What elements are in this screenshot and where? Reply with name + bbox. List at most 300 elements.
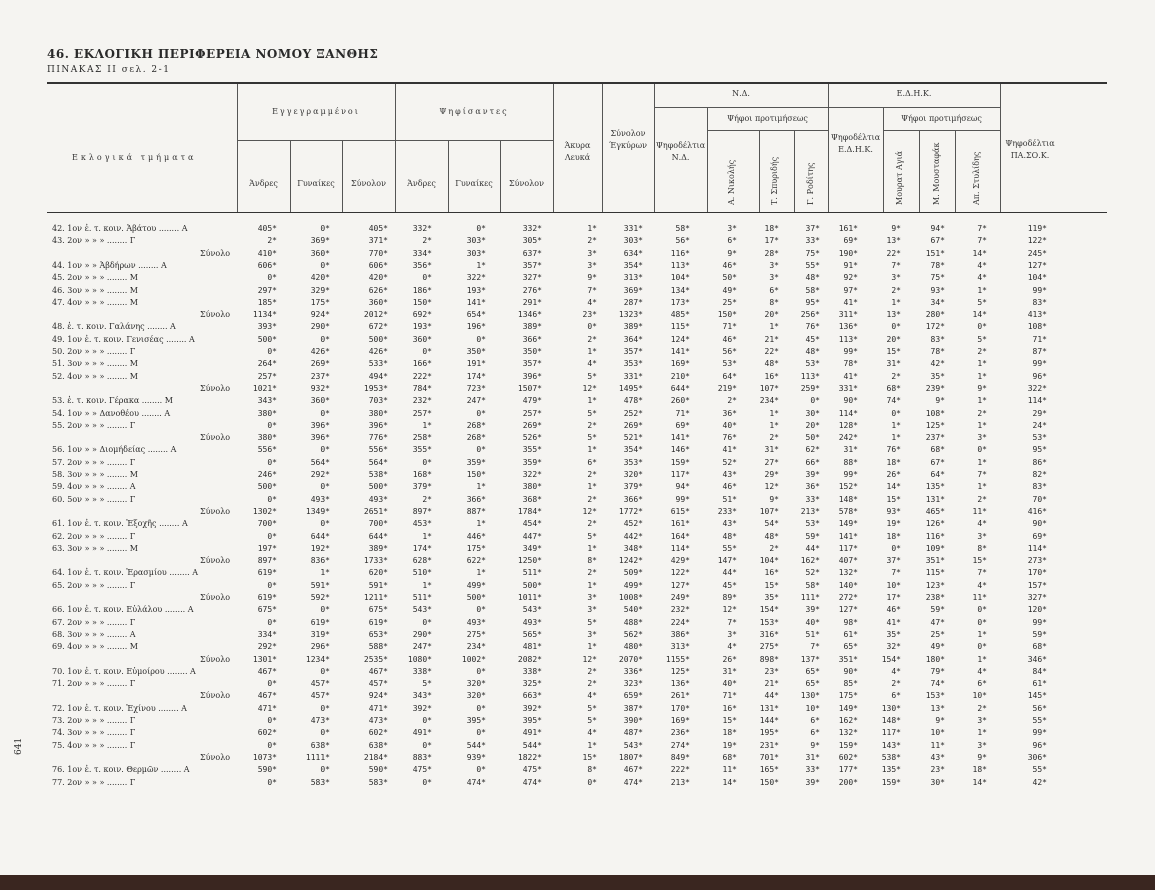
table-cell: 65* [805,679,820,689]
table-cell: 4* [587,728,597,738]
table-cell: 0* [320,445,330,455]
table-cell: 416* [1027,506,1047,516]
table-cell: 1002* [461,654,486,664]
table-cell: 2* [587,470,597,479]
table-cell: 16* [722,703,737,713]
table-cell: 153* [759,617,779,627]
table-cell: 237* [310,371,330,381]
table-cell: 2082* [517,654,542,664]
table-cell: 457* [310,679,330,689]
table-cell: 35* [764,593,779,602]
table-row [0,309,1155,320]
table-cell: 8* [587,556,597,566]
table-cell: 0* [267,494,277,504]
table-cell: 0* [422,740,432,750]
table-cell: 68* [722,752,737,762]
table-cell: 3* [769,273,779,283]
table-cell: 3* [727,629,737,639]
table-cell: 331* [623,224,643,233]
table-cell: 583* [368,777,388,787]
table-cell: 2* [587,420,597,430]
table-cell: 68* [930,445,945,455]
table-cell: 132* [838,568,858,578]
table-cell: 1* [977,420,987,430]
table-cell: 9* [891,224,901,233]
table-cell: 257* [412,408,432,418]
table-cell: 499* [466,580,486,590]
table-cell: 31* [764,445,779,455]
table-cell: 3* [977,740,987,750]
table-cell: 606* [257,260,277,270]
table-cell: 338* [412,666,432,676]
table-cell: 99* [843,347,858,356]
table-cell: 30* [805,408,820,418]
table-cell: 115* [925,568,945,578]
table-row [0,383,1155,394]
table-cell: 500* [466,593,486,602]
table-cell: 2* [587,679,597,689]
table-cell: 51* [805,629,820,639]
table-cell: 353* [623,457,643,467]
table-cell: 292* [310,470,330,479]
table-cell: 319* [310,629,330,639]
table-cell: 219* [717,383,737,393]
table-cell: 1302* [252,506,277,516]
table-cell: 784* [412,383,432,393]
table-cell: 12* [582,654,597,664]
table-cell: 94* [675,482,690,492]
table-cell: 331* [623,371,643,381]
table-cell: 83* [930,334,945,344]
table-cell: 2* [769,433,779,443]
table-cell: 0* [977,322,987,332]
table-cell: 135* [925,482,945,492]
row-label: 77. 2ον » » » ........ Γ [52,777,136,787]
table-cell: 475* [412,765,432,775]
table-cell: 0* [422,347,432,356]
table-cell: 268* [466,420,486,430]
table-cell: 0* [320,765,330,775]
table-cell: 701* [759,752,779,762]
table-cell: 75* [805,248,820,258]
table-row [0,334,1155,345]
table-cell: 392* [412,703,432,713]
table-cell: 1* [587,396,597,406]
table-cell: 141* [838,531,858,541]
table-cell: 4* [977,273,987,283]
header-divider [759,130,760,212]
table-cell: 313* [670,642,690,652]
header-women: Γυναίκες [455,179,493,188]
row-label: 46. 3ον » » » ........ Μ [52,285,138,295]
table-cell: 578* [838,506,858,516]
table-cell: 39* [805,470,820,479]
table-cell: 78* [843,359,858,369]
table-cell: 170* [670,703,690,713]
table-cell: 429* [670,556,690,566]
table-cell: 556* [368,445,388,455]
table-cell: 356* [412,260,432,270]
table-cell: 898* [759,654,779,664]
table-row [0,432,1155,443]
table-cell: 31* [722,666,737,676]
table-cell: 196* [466,322,486,332]
table-cell: 533* [368,359,388,369]
table-cell: 396* [368,420,388,430]
table-row [0,531,1155,542]
table-cell: 98* [843,617,858,627]
table-cell: 130* [881,703,901,713]
table-cell: 71* [1032,334,1047,344]
table-cell: 1323* [618,310,643,320]
table-cell: 39* [805,777,820,787]
page-title: 46. ΕΚΛΟΓΙΚΗ ΠΕΡΙΦΕΡΕΙΑ ΝΟΜΟΥ ΞΑΝΘΗΣ [47,47,379,61]
table-cell: 420* [368,273,388,283]
table-cell: 1008* [618,593,643,602]
table-cell: 247* [466,396,486,406]
table-cell: 457* [368,679,388,689]
header-section: Εκλογικά τμήματα [72,153,197,162]
table-cell: 96* [1032,740,1047,750]
table-row [0,272,1155,283]
table-cell: 320* [466,691,486,701]
table-cell: 360* [310,396,330,406]
table-cell: 355* [412,445,432,455]
table-cell: 1* [977,371,987,381]
table-cell: 366* [466,494,486,504]
table-cell: 0* [267,617,277,627]
table-cell: 590* [368,765,388,775]
table-cell: 8* [769,297,779,307]
table-cell: 90* [1032,519,1047,529]
table-cell: 55* [805,260,820,270]
header-divider-h [883,130,1000,131]
table-cell: 591* [368,580,388,590]
table-cell: 14* [722,777,737,787]
table-cell: 16* [764,371,779,381]
header-voted: Ψηφίσαντες [439,107,509,116]
table-cell: 25* [722,297,737,307]
table-cell: 52* [805,568,820,578]
row-label: 54. 1ον » » Δανοθέου ........ Α [52,408,171,418]
table-cell: 44* [805,543,820,553]
table-cell: 256* [800,310,820,320]
table-cell: 1* [977,359,987,369]
table-cell: 5* [587,371,597,381]
table-cell: 290* [412,629,432,639]
table-cell: 56* [1032,703,1047,713]
table-cell: 113* [800,371,820,381]
table-cell: 89* [722,593,737,602]
table-cell: 50* [805,433,820,443]
table-cell: 259* [800,383,820,393]
table-cell: 19* [886,519,901,529]
table-cell: 619* [368,617,388,627]
table-cell: 473* [310,716,330,725]
table-cell: 2* [891,371,901,381]
table-cell: 357* [522,260,542,270]
table-cell: 31* [886,359,901,369]
table-row [0,715,1155,726]
table-cell: 159* [881,777,901,787]
table-cell: 1953* [363,383,388,393]
table-cell: 0* [267,679,277,689]
table-cell: 620* [368,568,388,578]
table-cell: 296* [310,642,330,652]
table-cell: 485* [670,310,690,320]
table-row [0,617,1155,628]
table-cell: 1* [977,654,987,664]
row-label: Σύνολο [200,248,231,258]
table-cell: 257* [257,371,277,381]
table-cell: 538* [368,470,388,479]
table-cell: 56* [722,347,737,356]
table-cell: 353* [623,359,643,369]
table-cell: 210* [670,371,690,381]
table-cell: 619* [257,593,277,602]
table-cell: 389* [522,322,542,332]
table-cell: 354* [623,445,643,455]
row-label: 57. 2ον » » » ........ Γ [52,457,136,467]
table-row [0,629,1155,640]
table-cell: 389* [368,543,388,553]
table-cell: 10* [805,703,820,713]
table-cell: 305* [522,236,542,246]
table-cell: 46* [722,482,737,492]
table-cell: 564* [310,457,330,467]
table-cell: 117* [881,728,901,738]
header-candidate: Α. Νικολής [727,159,736,205]
table-cell: 276* [522,285,542,295]
table-cell: 9* [810,740,820,750]
table-cell: 924* [368,691,388,701]
row-label: 67. 2ον » » » ........ Γ [52,617,136,627]
table-cell: 10* [972,691,987,701]
table-cell: 0* [422,457,432,467]
table-cell: 99* [675,494,690,504]
table-cell: 887* [466,506,486,516]
table-cell: 7* [727,617,737,627]
table-cell: 18* [886,531,901,541]
table-cell: 0* [476,666,486,676]
table-cell: 51* [722,494,737,504]
table-cell: 343* [257,396,277,406]
table-cell: 8* [587,765,597,775]
header-candidate: Μ. Μουσταφάκ [932,142,941,205]
table-cell: 659* [623,691,643,701]
table-cell: 354* [623,260,643,270]
table-cell: 1* [891,420,901,430]
row-label: Σύνολο [200,556,231,566]
row-label: 65. 2ον » » » ........ Γ [52,580,136,590]
header-candidate: Απ. Στυλίδης [972,151,981,205]
table-cell: 0* [476,408,486,418]
table-cell: 0* [320,666,330,676]
table-cell: 11* [930,740,945,750]
table-cell: 78* [930,347,945,356]
table-cell: 619* [310,617,330,627]
table-cell: 592* [310,593,330,602]
table-cell: 364* [623,334,643,344]
table-cell: 346* [1027,654,1047,664]
table-cell: 136* [838,322,858,332]
table-cell: 170* [1027,568,1047,578]
table-cell: 37* [805,224,820,233]
table-cell: 2* [587,494,597,504]
table-cell: 776* [368,433,388,443]
table-cell: 159* [670,457,690,467]
table-cell: 272* [838,593,858,602]
table-cell: 675* [368,605,388,615]
table-cell: 149* [838,519,858,529]
table-cell: 1* [977,629,987,639]
table-cell: 723* [466,383,486,393]
table-cell: 41* [886,617,901,627]
table-cell: 500* [257,334,277,344]
table-cell: 392* [522,703,542,713]
table-cell: 9* [727,248,737,258]
table-cell: 562* [623,629,643,639]
table-cell: 4* [587,359,597,369]
row-label: 55. 2ον » » » ........ Γ [52,420,136,430]
table-cell: 297* [257,285,277,295]
header-ballots-edik: Ψηφοδέλτια Ε.Δ.Η.Κ. [830,133,881,154]
table-cell: 369* [310,236,330,246]
table-cell: 127* [838,605,858,615]
header-divider [500,140,501,212]
table-cell: 28* [764,248,779,258]
table-cell: 2* [727,396,737,406]
table-cell: 511* [522,568,542,578]
table-cell: 628* [412,556,432,566]
table-cell: 622* [466,556,486,566]
table-cell: 0* [320,519,330,529]
table-cell: 1011* [517,593,542,602]
table-cell: 500* [522,580,542,590]
table-cell: 17* [886,593,901,602]
row-label: 53. ἐ. τ. κοιν. Γέρακα ........ Μ [52,396,173,406]
header-divider [448,140,449,212]
table-cell: 234* [759,396,779,406]
table-cell: 5* [587,703,597,713]
table-cell: 162* [838,716,858,725]
table-cell: 186* [412,285,432,295]
table-cell: 0* [267,273,277,283]
table-cell: 380* [257,408,277,418]
table-cell: 313* [623,273,643,283]
table-cell: 5* [587,433,597,443]
row-label: Σύνολο [200,383,231,393]
header-divider [955,130,956,212]
table-row [0,641,1155,652]
table-cell: 70* [1032,494,1047,504]
table-cell: 526* [522,433,542,443]
table-cell: 44* [722,568,737,578]
table-cell: 53* [722,359,737,369]
table-cell: 11* [972,593,987,602]
table-cell: 615* [670,506,690,516]
table-cell: 1211* [363,593,388,602]
row-label: 48. ἐ. τ. κοιν. Γαλάνης ........ Α [52,322,176,332]
table-cell: 0* [320,728,330,738]
table-cell: 43* [722,470,737,479]
table-cell: 1* [476,568,486,578]
table-cell: 1* [476,519,486,529]
table-cell: 15* [972,556,987,566]
table-cell: 64* [930,470,945,479]
table-row [0,420,1155,431]
table-cell: 360* [368,297,388,307]
table-cell: 9* [769,494,779,504]
table-cell: 92* [843,273,858,283]
header-divider [342,140,343,212]
table-cell: 0* [267,457,277,467]
table-cell: 1* [977,396,987,406]
table-cell: 274* [670,740,690,750]
table-cell: 99* [1032,359,1047,369]
table-cell: 538* [881,752,901,762]
table-cell: 15* [722,716,737,725]
table-cell: 2* [977,494,987,504]
table-cell: 12* [582,506,597,516]
table-cell: 0* [267,777,277,787]
table-cell: 173* [670,297,690,307]
table-cell: 9* [587,273,597,283]
table-cell: 1495* [618,383,643,393]
table-cell: 499* [623,580,643,590]
table-cell: 24* [1032,420,1047,430]
table-cell: 6* [810,728,820,738]
header-total: Σύνολον [351,179,386,188]
table-cell: 332* [522,224,542,233]
table-cell: 493* [522,617,542,627]
table-cell: 21* [764,334,779,344]
row-label: 52. 4ον » » » ........ Μ [52,371,138,381]
table-cell: 543* [412,605,432,615]
table-cell: 14* [886,482,901,492]
table-cell: 175* [838,691,858,701]
table-cell: 232* [412,396,432,406]
table-cell: 124* [670,334,690,344]
row-label: 71. 2ον » » » ........ Γ [52,679,136,689]
table-cell: 68* [1032,642,1047,652]
table-cell: 249* [670,593,690,602]
table-cell: 76* [886,445,901,455]
table-row [0,371,1155,382]
table-cell: 1* [977,457,987,467]
table-cell: 231* [759,740,779,750]
table-cell: 426* [310,347,330,356]
table-cell: 37* [886,556,901,566]
table-cell: 7* [587,285,597,295]
table-cell: 1301* [252,654,277,664]
table-cell: 9* [977,752,987,762]
table-cell: 442* [623,531,643,541]
table-cell: 257* [522,408,542,418]
table-cell: 11* [722,765,737,775]
table-cell: 0* [267,531,277,541]
table-cell: 467* [257,691,277,701]
table-cell: 1349* [305,506,330,516]
table-cell: 2535* [363,654,388,664]
header-candidate: Γ. Ροδίτης [806,162,815,205]
table-cell: 120* [1027,605,1047,615]
table-cell: 325* [522,679,542,689]
row-label: 59. 4ον » » » ........ Α [52,482,136,492]
table-cell: 654* [466,310,486,320]
table-cell: 1* [587,740,597,750]
table-cell: 3* [587,260,597,270]
